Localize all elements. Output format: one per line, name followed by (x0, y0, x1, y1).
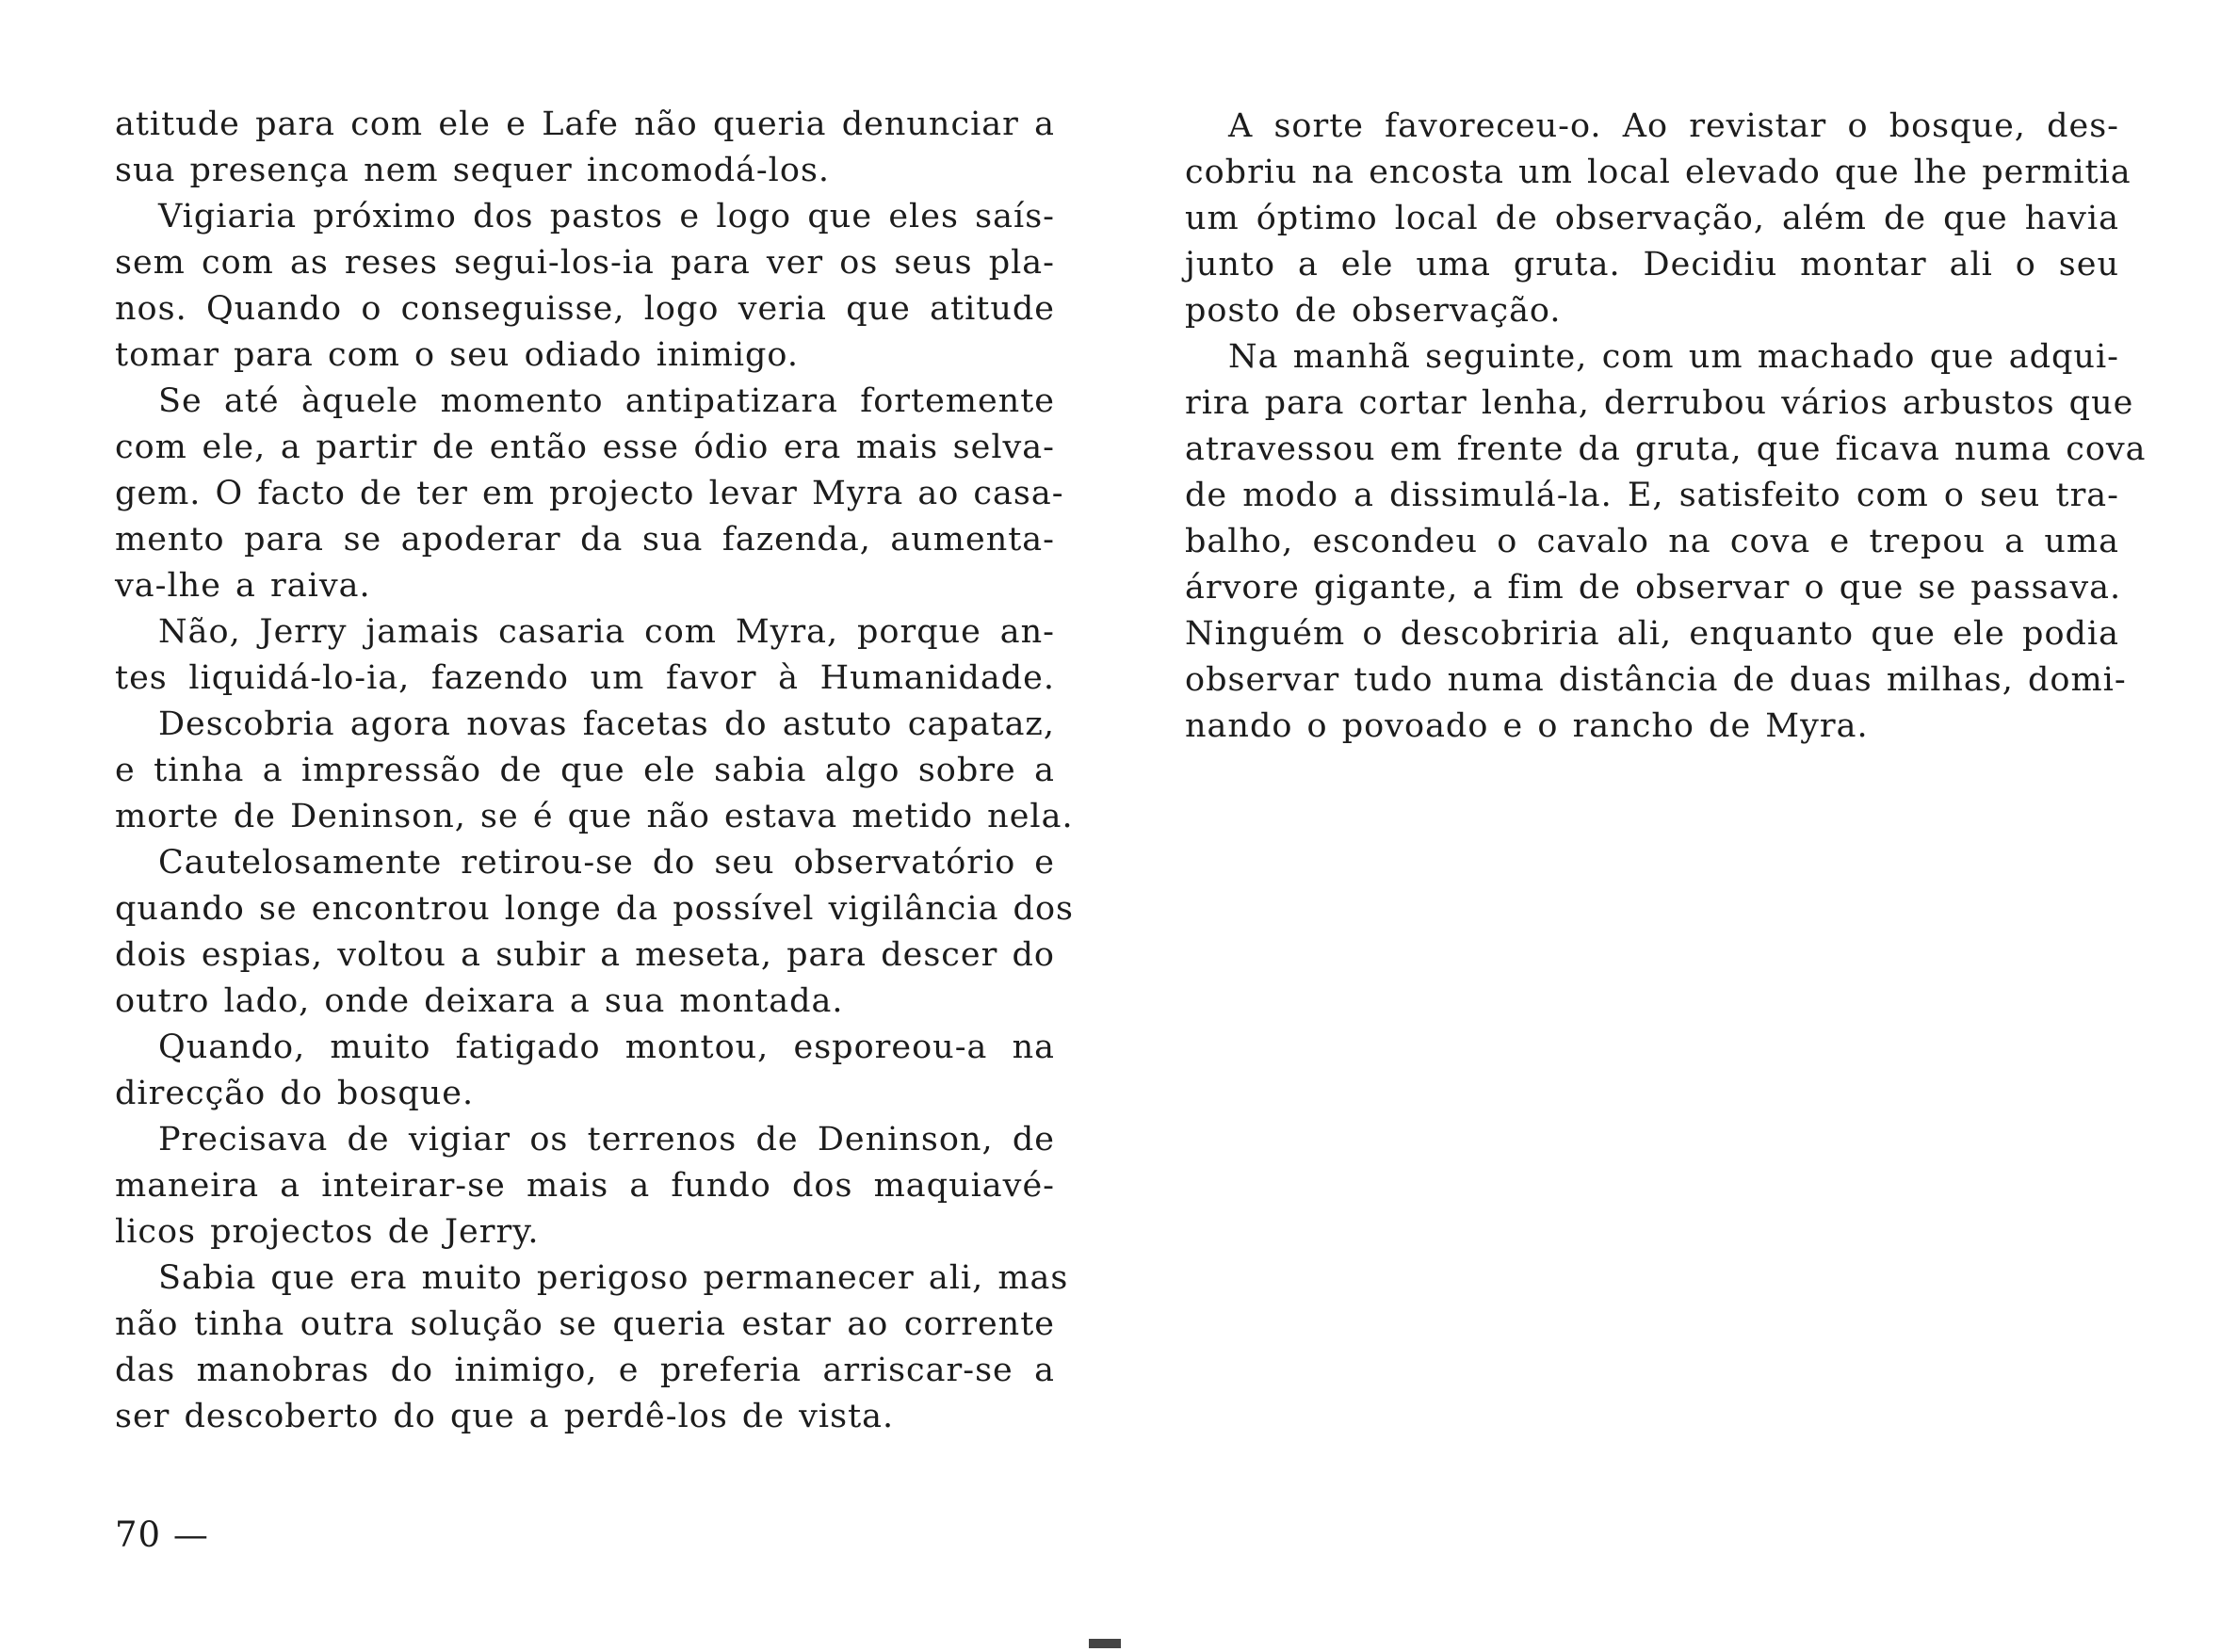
text-line: tes liquidá-lo-ia, fazendo um favor à Humanidade. (115, 659, 1055, 697)
text-line: direcção do bosque. (115, 1075, 475, 1112)
text-line: A sorte favoreceu-o. Ao revistar o bosque, des- (1228, 107, 2119, 145)
text-line: sem com as reses segui-los-ia para ver os seus pla- (115, 244, 1055, 282)
text-line: Cautelosamente retirou-se do seu observatório e (158, 844, 1055, 882)
text-line: licos projectos de Jerry. (115, 1213, 540, 1251)
text-line: posto de observação. (1185, 292, 1562, 330)
text-line: não tinha outra solução se queria estar ao corrente (115, 1305, 1055, 1343)
text-line: maneira a inteirar-se mais a fundo dos maquiavé- (115, 1167, 1055, 1205)
text-line: Vigiaria próximo dos pastos e logo que eles saís- (158, 198, 1055, 235)
text-line: quando se encontrou longe da possível vigilância dos (115, 890, 1074, 928)
text-line: Não, Jerry jamais casaria com Myra, porque an- (158, 613, 1055, 651)
text-line: tomar para com o seu odiado inimigo. (115, 336, 800, 374)
text-line: atitude para com ele e Lafe não queria denunciar a (115, 105, 1055, 143)
text-line: ser descoberto do que a perdê-los de vista. (115, 1398, 895, 1435)
text-line: e tinha a impressão de que ele sabia algo sobre a (115, 752, 1055, 789)
text-line: balho, escondeu o cavalo na cova e trepou a uma (1185, 523, 2119, 560)
text-line: nos. Quando o conseguisse, logo veria que atitude (115, 290, 1055, 328)
text-line: cobriu na encosta um local elevado que lhe permitia (1185, 154, 2132, 191)
text-line: com ele, a partir de então esse ódio era mais selva- (115, 429, 1055, 466)
text-line: va-lhe a raiva. (115, 567, 371, 605)
text-line: de modo a dissimulá-la. E, satisfeito com o seu tra- (1185, 477, 2119, 514)
text-line: nando o povoado e o rancho de Myra. (1185, 707, 1869, 745)
right-page-text (1185, 104, 2147, 750)
text-line: das manobras do inimigo, e preferia arriscar-se a (115, 1352, 1055, 1389)
page-number: 70 — (115, 1514, 209, 1555)
text-line: dois espias, voltou a subir a meseta, para descer do (115, 936, 1055, 974)
text-line: sua presença nem sequer incomodá-los. (115, 152, 831, 189)
left-page-text (115, 102, 1074, 1440)
text-line: árvore gigante, a fim de observar o que se passava. (1185, 569, 2122, 607)
text-line: Descobria agora novas facetas do astuto capataz, (158, 705, 1055, 743)
text-line: um óptimo local de observação, além de que havia (1185, 200, 2119, 237)
text-line: Sabia que era muito perigoso permanecer ali, mas (158, 1259, 1069, 1297)
text-line: morte de Deninson, se é que não estava metido nela. (115, 798, 1074, 835)
text-line: rira para cortar lenha, derrubou vários arbustos que (1185, 384, 2134, 422)
text-line: Precisava de vigiar os terrenos de Deninson, de (158, 1121, 1055, 1158)
text-line: atravessou em frente da gruta, que ficava numa cova (1185, 430, 2147, 468)
text-line: Na manhã seguinte, com um machado que adqui- (1228, 338, 2119, 376)
text-line: outro lado, onde deixara a sua montada. (115, 982, 844, 1020)
text-line: Quando, muito fatigado montou, esporeou-a na (158, 1028, 1055, 1066)
text-line: gem. O facto de ter em projecto levar Myra ao casa- (115, 475, 1064, 512)
text-line: Ninguém o descobriria ali, enquanto que ele podia (1185, 615, 2119, 653)
gutter-mark (1089, 1639, 1121, 1648)
text-line: junto a ele uma gruta. Decidiu montar ali o seu (1185, 246, 2119, 283)
text-line: mento para se apoderar da sua fazenda, aumenta- (115, 521, 1055, 559)
text-line: Se até àquele momento antipatizara fortemente (158, 382, 1055, 420)
text-line: observar tudo numa distância de duas milhas, domi- (1185, 661, 2127, 699)
